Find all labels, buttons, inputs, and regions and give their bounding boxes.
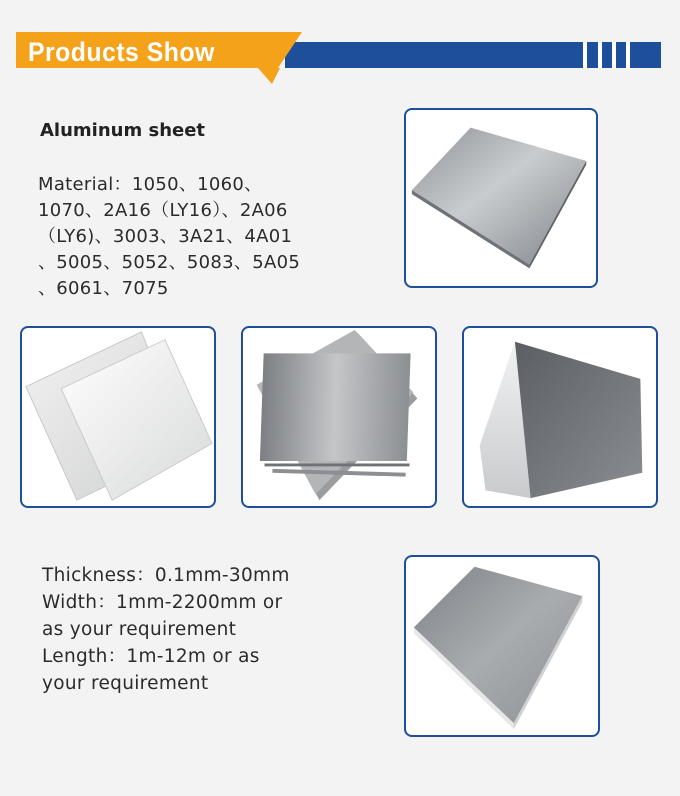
section-header-banner [0, 0, 680, 90]
product-photo-4 [462, 326, 658, 508]
section-title: Products Show [28, 37, 215, 67]
aluminum-sheet-stack-image [243, 328, 435, 506]
spec-line: Width：1mm-2200mm or [42, 592, 283, 613]
product-photo-2 [20, 326, 216, 508]
banner-blue-bar [285, 42, 661, 68]
material-line: （LY6)、3003、3A21、4A01 [38, 226, 293, 247]
material-line: Material：1050、1060、 [38, 174, 263, 195]
aluminum-folded-sheet-image [464, 328, 656, 506]
product-photo-1 [404, 108, 598, 288]
banner-stripe [583, 42, 587, 68]
spec-line: Thickness：0.1mm-30mm [42, 565, 290, 586]
material-line: 、5005、5052、5083、5A05 [38, 252, 301, 273]
material-line: 、6061、7075 [38, 278, 169, 299]
material-line: 1070、2A16（LY16）、2A06 [38, 200, 288, 221]
spec-line: as your requirement [42, 619, 237, 640]
aluminum-sheet-stack-angled-image [406, 557, 598, 735]
aluminum-sheet-image [406, 110, 596, 286]
material-list [38, 172, 338, 302]
aluminum-plates-image [22, 328, 214, 506]
banner-fold [258, 68, 280, 84]
banner-stripe [626, 42, 630, 68]
spec-line: Length：1m-12m or as [42, 646, 260, 667]
spec-list [42, 562, 342, 697]
banner-stripe [598, 42, 602, 68]
product-photo-5 [404, 555, 600, 737]
product-photo-3 [241, 326, 437, 508]
banner-stripe [612, 42, 616, 68]
product-name: Aluminum sheet [40, 120, 206, 141]
spec-line: your requirement [42, 673, 209, 694]
